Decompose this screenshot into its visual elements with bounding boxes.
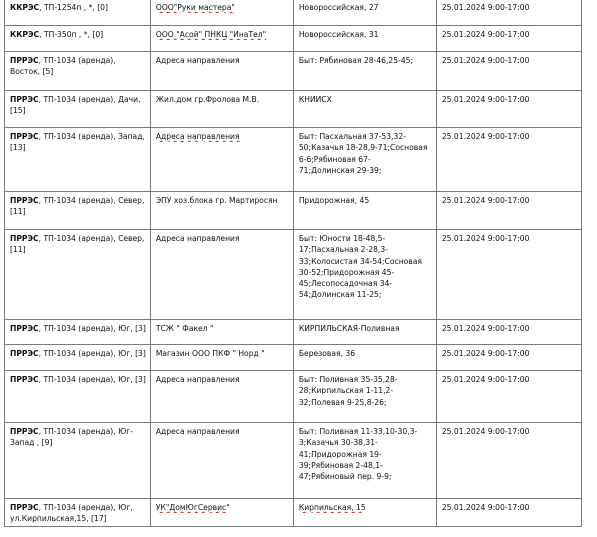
cell-text-line: 25.01.2024 9:00-17:00 <box>441 3 530 12</box>
consumer-cell <box>150 345 293 371</box>
cell-text-line: Адреса направления <box>155 56 240 65</box>
cell-text-line: 25.01.2024 9:00-17:00 <box>441 234 530 243</box>
cell-text-line: ПРРЭС, ТП-1034 (аренда), Юг, [3] <box>10 324 146 333</box>
consumer-cell <box>150 52 293 91</box>
cell-text-line: 39;Рябиновая 2-48,1- <box>298 460 383 470</box>
cell-text-line: Адреса направления <box>155 375 240 384</box>
address-cell <box>293 128 436 192</box>
cell-text-line: [15] <box>10 106 26 116</box>
cell-text-line: Адреса направления <box>155 234 240 243</box>
date-time-cell <box>436 371 581 423</box>
cell-text-line: 25.01.2024 9:00-17:00 <box>441 30 530 39</box>
cell-text-line: [11] <box>10 207 26 217</box>
cell-text-line: ПРРЭС, ТП-1034 (аренда), Юг- <box>10 427 133 436</box>
address-cell <box>293 423 436 499</box>
cell-text-line: Быт: Рябиновая 28-46,25-45; <box>298 56 414 65</box>
substation-cell <box>5 52 151 91</box>
address-cell <box>293 0 436 26</box>
date-time-cell <box>436 423 581 499</box>
substation-cell <box>5 499 151 527</box>
cell-text-line: ККРЭС, ТП-1254п , *, [0] <box>10 3 108 12</box>
outage-table-body <box>5 0 582 527</box>
cell-text-line: 30-52;Придорожная 45- <box>298 267 395 277</box>
cell-text-line: Восток, [5] <box>10 67 54 77</box>
cell-text-line: 25.01.2024 9:00-17:00 <box>441 503 530 512</box>
consumer-cell <box>150 230 293 320</box>
table-row <box>5 91 582 128</box>
address-cell <box>293 230 436 320</box>
cell-text-line: Магазин ООО ПКФ " Норд " <box>155 349 265 358</box>
cell-text-line: Быт: Поливная 35-35,28- <box>298 375 398 384</box>
cell-text-line: 32;Полевая 9-25,8-26; <box>298 397 387 407</box>
address-cell <box>293 91 436 128</box>
cell-text-line: 17;Пасхальная 2-28,3- <box>298 245 388 255</box>
consumer-cell <box>150 26 293 52</box>
cell-text-line: 41;Придорожная 19- <box>298 449 382 459</box>
outage-table <box>4 0 582 527</box>
substation-cell <box>5 423 151 499</box>
cell-text-line: 47;Рябиновый пер. 9-9; <box>298 472 392 482</box>
cell-text-line: Быт: Юности 18-48,5- <box>298 234 386 243</box>
cell-text-line: 25.01.2024 9:00-17:00 <box>441 324 530 333</box>
date-time-cell <box>436 26 581 52</box>
cell-text-line: Быт: Поливная 11-33,10-30,3- <box>298 427 418 436</box>
date-time-cell <box>436 0 581 26</box>
cell-text-line: ул.Кирпильская,15, [17] <box>10 514 107 524</box>
address-cell <box>293 345 436 371</box>
cell-text-line: 25.01.2024 9:00-17:00 <box>441 349 530 358</box>
substation-cell <box>5 320 151 345</box>
cell-text-line: ПРРЭС, ТП-1034 (аренда), Юг, [3] <box>10 349 146 358</box>
table-row <box>5 26 582 52</box>
date-time-cell <box>436 192 581 230</box>
cell-text-line: 28;Кирпильская 1-11,2- <box>298 386 394 396</box>
cell-text-line: [11] <box>10 245 26 255</box>
table-row <box>5 0 582 26</box>
substation-cell <box>5 230 151 320</box>
consumer-cell <box>150 192 293 230</box>
cell-text-line: 25.01.2024 9:00-17:00 <box>441 196 530 205</box>
cell-text-line: 33;Колосистая 34-54;Сосновая <box>298 256 423 266</box>
cell-text-line: Адреса направления <box>155 427 240 436</box>
address-cell <box>293 192 436 230</box>
cell-text-line: Новороссийская, 27 <box>298 3 379 12</box>
cell-text-line: 25.01.2024 9:00-17:00 <box>441 95 530 104</box>
date-time-cell <box>436 128 581 192</box>
table-row <box>5 230 582 320</box>
cell-text-line: 45;Лесопосадочная 34- <box>298 279 393 289</box>
cell-text-line: Придорожная, 45 <box>298 196 370 205</box>
cell-text-line: ТСЖ " Факел " <box>155 324 214 333</box>
address-cell <box>293 26 436 52</box>
cell-text-line: ПРРЭС, ТП-1034 (аренда), Дачи, <box>10 95 141 104</box>
cell-text-line: 25.01.2024 9:00-17:00 <box>441 375 530 384</box>
substation-cell <box>5 192 151 230</box>
cell-text-line: 71;Долинская 29-39; <box>298 165 382 175</box>
table-row <box>5 423 582 499</box>
cell-text-line: ЭПУ хоз.блока гр. Мартиросян <box>155 196 278 205</box>
cell-text-line: ООО"Руки мастера" <box>155 3 235 12</box>
address-cell <box>293 320 436 345</box>
consumer-cell <box>150 91 293 128</box>
cell-text-line: 3;Казачья 30-38,31- <box>298 438 378 448</box>
cell-text-line: Кирпильская, 15 <box>298 503 366 512</box>
cell-text-line: Быт: Пасхальная 37-53,32- <box>298 132 406 141</box>
consumer-cell <box>150 423 293 499</box>
substation-cell <box>5 91 151 128</box>
date-time-cell <box>436 345 581 371</box>
substation-cell <box>5 371 151 423</box>
address-cell <box>293 371 436 423</box>
table-row <box>5 192 582 230</box>
cell-text-line: 54;Долинская 11-25; <box>298 290 382 300</box>
cell-text-line: ООО "Асой" ПНКЦ "ИнаТел" <box>155 30 267 39</box>
cell-text-line: Запад , [9] <box>10 438 53 448</box>
cell-text-line: Адреса направления <box>155 132 240 141</box>
substation-cell <box>5 26 151 52</box>
address-cell <box>293 52 436 91</box>
cell-text-line: ПРРЭС, ТП-1034 (аренда), Юг, [3] <box>10 375 146 384</box>
table-row <box>5 371 582 423</box>
date-time-cell <box>436 52 581 91</box>
date-time-cell <box>436 91 581 128</box>
cell-text-line: Березовая, 36 <box>298 349 356 358</box>
consumer-cell <box>150 499 293 527</box>
cell-text-line: УК"ДомЮгСервис" <box>155 503 230 512</box>
table-row <box>5 52 582 91</box>
cell-text-line: ККРЭС, ТП-350п , *, [0] <box>10 30 104 39</box>
table-row <box>5 499 582 527</box>
table-row <box>5 128 582 192</box>
cell-text-line: КИРПИЛЬСКАЯ-Поливная <box>298 324 400 333</box>
cell-text-line: Жил.дом гр.Фролова М.В. <box>155 95 260 104</box>
address-cell <box>293 499 436 527</box>
cell-text-line: ПРРЭС, ТП-1034 (аренда), <box>10 56 116 65</box>
consumer-cell <box>150 128 293 192</box>
consumer-cell <box>150 0 293 26</box>
cell-text-line: [13] <box>10 143 26 153</box>
cell-text-line: 25.01.2024 9:00-17:00 <box>441 427 530 436</box>
cell-text-line: Новороссийская, 31 <box>298 30 379 39</box>
table-row <box>5 320 582 345</box>
cell-text-line: КНИИСХ <box>298 95 332 104</box>
cell-text-line: ПРРЭС, ТП-1034 (аренда), Север, <box>10 196 145 205</box>
cell-text-line: 50;Казачья 18-28,9-71;Сосновая <box>298 143 428 153</box>
cell-text-line: ПРРЭС, ТП-1034 (аренда), Север, <box>10 234 145 243</box>
date-time-cell <box>436 320 581 345</box>
cell-text-line: 25.01.2024 9:00-17:00 <box>441 56 530 65</box>
table-row <box>5 345 582 371</box>
cell-text-line: ПРРЭС, ТП-1034 (аренда), Юг, <box>10 503 133 512</box>
cell-text-line: ПРРЭС, ТП-1034 (аренда), Запад, <box>10 132 145 141</box>
substation-cell <box>5 345 151 371</box>
consumer-cell <box>150 320 293 345</box>
date-time-cell <box>436 230 581 320</box>
cell-text-line: 25.01.2024 9:00-17:00 <box>441 132 530 141</box>
substation-cell <box>5 128 151 192</box>
date-time-cell <box>436 499 581 527</box>
substation-cell <box>5 0 151 26</box>
consumer-cell <box>150 371 293 423</box>
cell-text-line: 6-6;Рябиновая 67- <box>298 154 371 164</box>
